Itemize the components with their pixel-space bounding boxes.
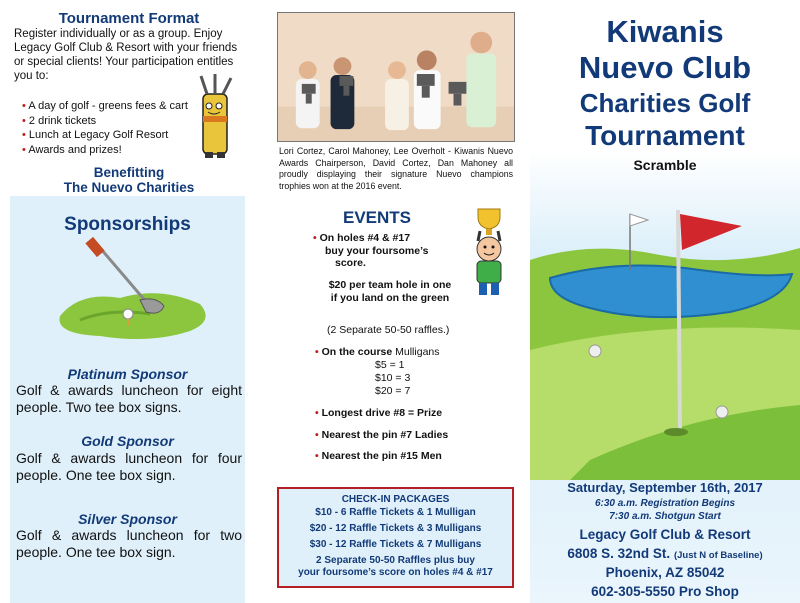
- holes-buy-score: [313, 232, 463, 270]
- silver-sponsor-title: Silver Sponsor: [78, 511, 177, 527]
- title-line-4: Tournament: [585, 120, 745, 151]
- checkin-last-line2: your foursome’s score on holes #4 & #17: [298, 567, 493, 578]
- checkin-title: CHECK-IN PACKAGES: [341, 494, 450, 505]
- event-date: Saturday, September 16th, 2017: [567, 480, 763, 495]
- sponsorships-box: [10, 196, 245, 603]
- format-list: [22, 99, 202, 157]
- holes-line3: score.: [335, 257, 366, 269]
- bullet-dot: •: [313, 232, 317, 244]
- nearest-pin-7: [315, 429, 525, 442]
- address-note: (Just N of Baseline): [673, 550, 763, 561]
- venue-phone: 602-305-5550 Pro Shop: [591, 584, 739, 599]
- benefitting-line1: Benefitting: [93, 165, 165, 180]
- hole-in-one: [315, 279, 465, 304]
- nearest-pin-15-text: Nearest the pin #15 Men: [321, 450, 442, 462]
- trophy-man-illustration: [460, 205, 520, 300]
- right-panel: [530, 0, 800, 603]
- hio-line2: if you land on the green: [330, 291, 450, 304]
- silver-sponsor-desc: Golf & awards luncheon for two people. One tee box sign.: [16, 527, 242, 560]
- course-lead: On the course: [321, 346, 393, 358]
- platinum-sponsor-desc: Golf & awards luncheon for eight people. Two tee box signs.: [16, 382, 242, 415]
- checkin-package: $10 - 6 Raffle Tickets & 1 Mulligan: [315, 507, 476, 518]
- nearest-pin-7-text: Nearest the pin #7 Ladies: [321, 429, 449, 441]
- gold-sponsor-desc: Golf & awards luncheon for four people. One tee box sign.: [16, 450, 242, 483]
- golf-club-illustration: [40, 236, 220, 346]
- holes-line2: buy your foursome’s: [325, 244, 429, 257]
- shotgun-time: 7:30 a.m. Shotgun Start: [609, 511, 721, 522]
- bullet-dot: •: [315, 407, 319, 419]
- tournament-format-intro: Register individually or as a group. Enjoy Legacy Golf Club & Resort with your friends or special clients! Your participation entitles you to:: [14, 28, 238, 82]
- winners-photo: [277, 12, 515, 142]
- title-line-1: Kiwanis: [606, 14, 724, 49]
- mulligan-price-2: $10 = 3: [375, 372, 411, 384]
- raffles-note: (2 Separate 50-50 raffles.): [327, 324, 450, 336]
- address-street: 6808 S. 32nd St.: [567, 546, 671, 561]
- scramble-subtitle: Scramble: [633, 157, 697, 173]
- list-item: • Awards and prizes!: [22, 143, 202, 158]
- checkin-package: $20 - 12 Raffle Tickets & 3 Mulligans: [309, 523, 482, 534]
- benefitting-line2: The Nuevo Charities: [63, 180, 195, 195]
- venue-city: Phoenix, AZ 85042: [605, 565, 725, 580]
- bullet-dot: •: [315, 429, 319, 441]
- gold-sponsor-title: Gold Sponsor: [81, 433, 174, 449]
- title-line-3: Charities Golf: [579, 88, 751, 118]
- golf-course-illustration: [530, 200, 800, 480]
- checkin-packages-box: [277, 487, 514, 588]
- platinum-sponsor-title: Platinum Sponsor: [67, 366, 188, 382]
- checkin-last-line1: 2 Separate 50-50 Raffles plus buy: [316, 555, 475, 566]
- venue-name: Legacy Golf Club & Resort: [579, 527, 751, 542]
- middle-panel: [263, 0, 530, 603]
- photo-caption: Lori Cortez, Carol Mahoney, Lee Overholt - Kiwanis Nuevo Awards Chairperson, David Cortez, Dan Mahoney all proudly displaying their signature Nuevo champions trophies won at the 2016 event.: [279, 146, 513, 191]
- checkin-package: $30 - 12 Raffle Tickets & 7 Mulligans: [309, 539, 482, 550]
- title-line-2: Nuevo Club: [578, 50, 752, 85]
- bullet-dot: •: [315, 346, 319, 358]
- tournament-format-title: Tournament Format: [58, 10, 200, 27]
- bullet-dot: •: [315, 450, 319, 462]
- venue-address: [530, 546, 800, 561]
- sponsorships-title: Sponsorships: [64, 214, 191, 235]
- registration-time: 6:30 a.m. Registration Begins: [594, 498, 736, 509]
- hio-line1: $20 per team hole in one: [328, 279, 452, 291]
- events-title: EVENTS: [343, 208, 412, 227]
- longest-drive-text: Longest drive #8 = Prize: [321, 407, 443, 419]
- list-item: • 2 drink tickets: [22, 114, 202, 129]
- mulligan-price-1: $5 = 1: [375, 359, 405, 371]
- nearest-pin-15: [315, 450, 525, 463]
- benefitting-heading: [14, 165, 244, 195]
- list-item: • Lunch at Legacy Golf Resort: [22, 128, 202, 143]
- mulligan-price-3: $20 = 7: [375, 385, 411, 397]
- left-panel: [0, 0, 263, 603]
- list-item: • A day of golf - greens fees & cart: [22, 99, 202, 114]
- holes-line1: On holes #4 & #17: [319, 232, 411, 244]
- on-the-course: [315, 346, 515, 359]
- course-item: Mulligans: [395, 346, 440, 358]
- longest-drive: [315, 407, 515, 420]
- golf-bag-illustration: [189, 72, 241, 160]
